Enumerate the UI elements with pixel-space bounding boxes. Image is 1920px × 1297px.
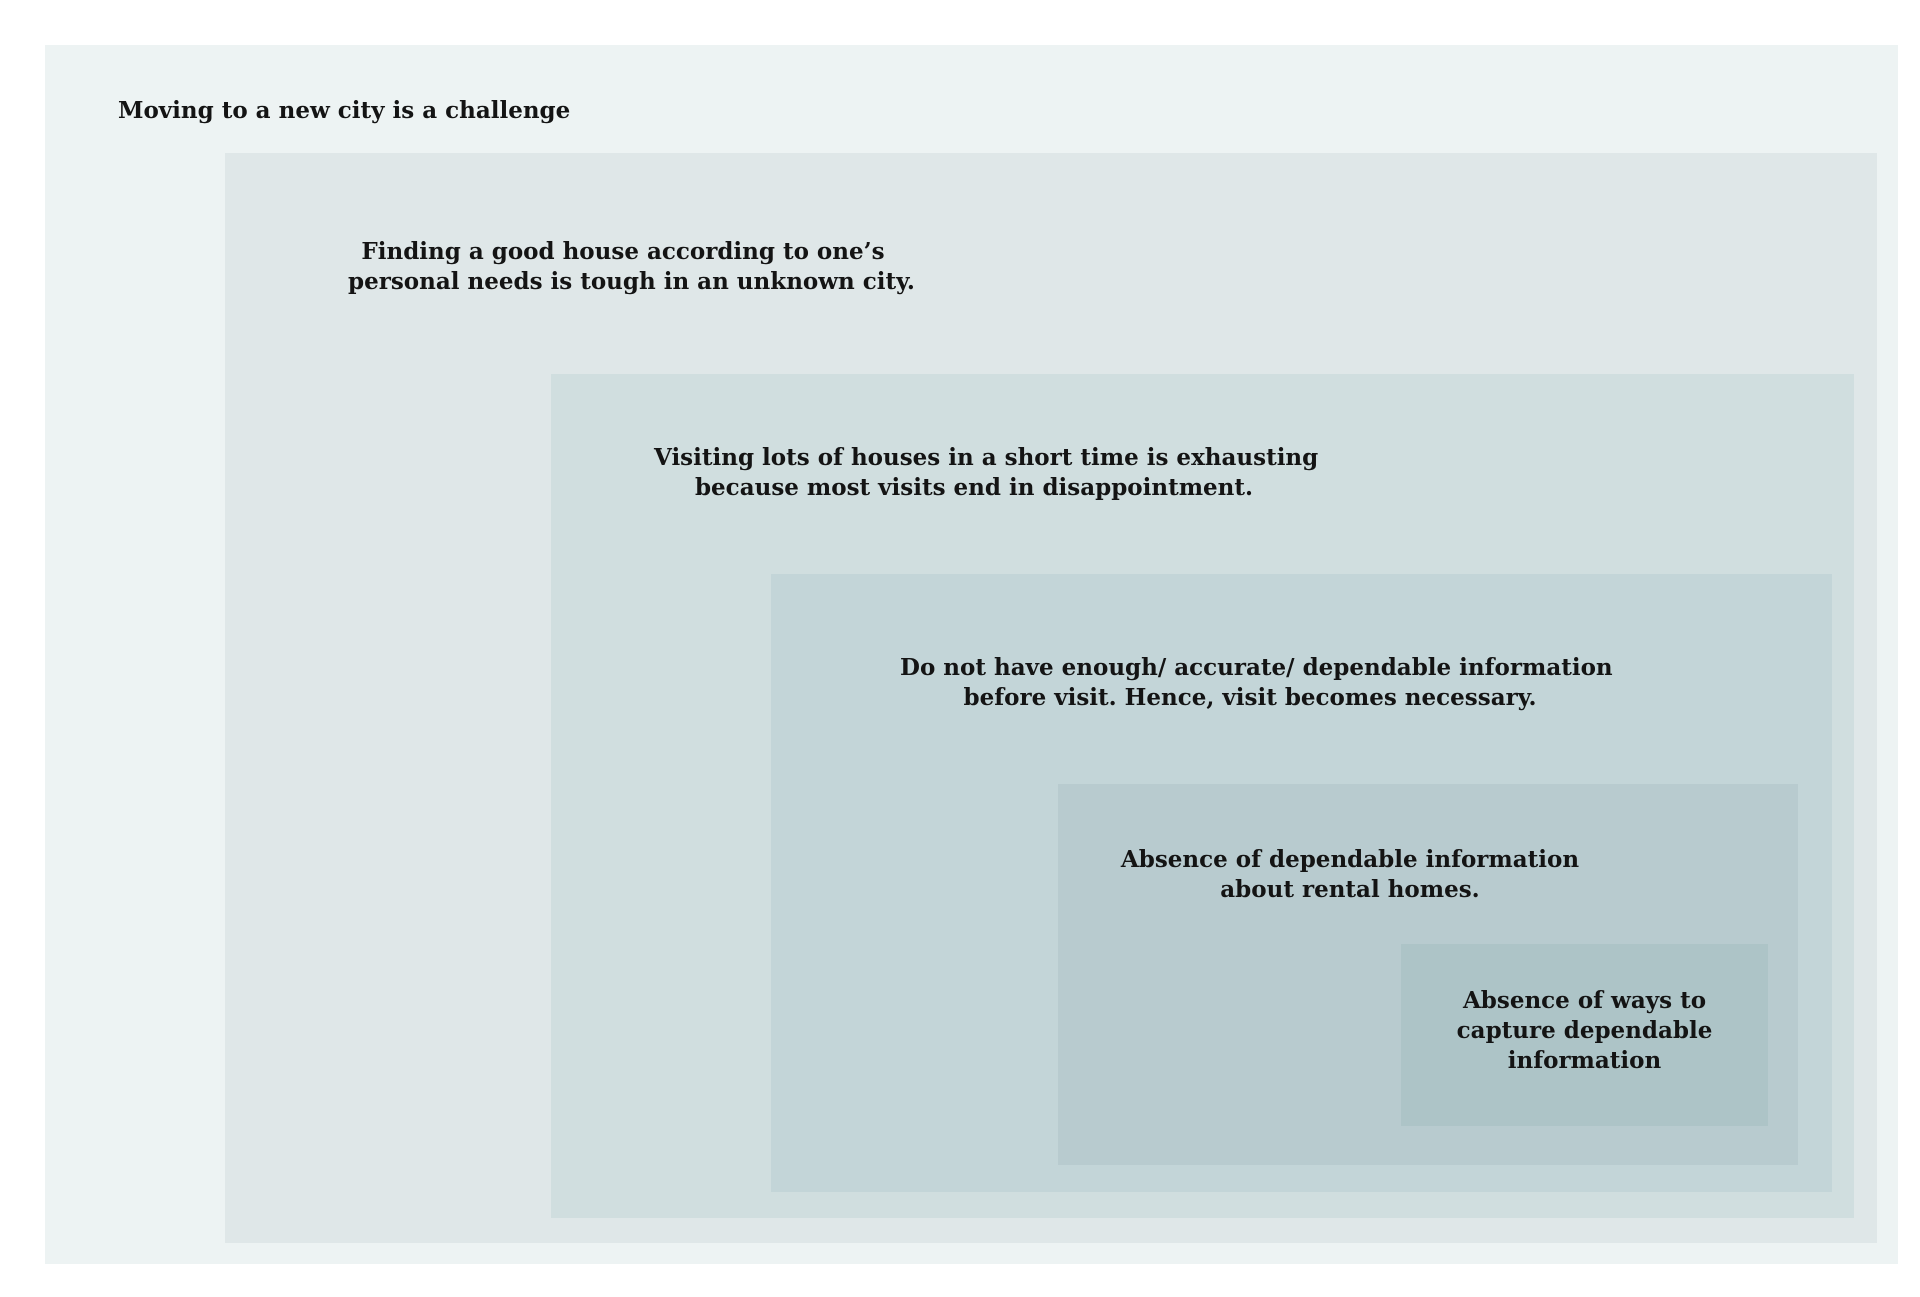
- level-1-label: [348, 237, 915, 297]
- level-3-line-1: Do not have enough/ accurate/ dependable information: [900, 654, 1613, 681]
- level-0-line-1: Moving to a new city is a challenge: [118, 97, 571, 124]
- level-5-label: [1401, 986, 1768, 1076]
- level-5-line-3: information: [1507, 1047, 1662, 1074]
- level-4-label: [1100, 845, 1600, 905]
- level-5-line-1: Absence of ways to: [1462, 987, 1707, 1014]
- level-5-line-2: capture dependable: [1456, 1017, 1713, 1044]
- level-3-label: [900, 653, 1613, 713]
- level-1-line-1: Finding a good house according to one’s: [361, 238, 885, 265]
- level-2-line-1: Visiting lots of houses in a short time is exhausting: [654, 444, 1319, 471]
- level-2-line-2: because most visits end in disappointment.: [694, 474, 1254, 501]
- level-2-label: [654, 443, 1319, 503]
- level-4-line-2: about rental homes.: [1220, 876, 1480, 903]
- level-1-line-2: personal needs is tough in an unknown city.: [348, 268, 915, 295]
- level-0-label: [118, 96, 570, 126]
- level-4-line-1: Absence of dependable information: [1120, 846, 1580, 873]
- level-3-line-2: before visit. Hence, visit becomes necessary.: [963, 684, 1537, 711]
